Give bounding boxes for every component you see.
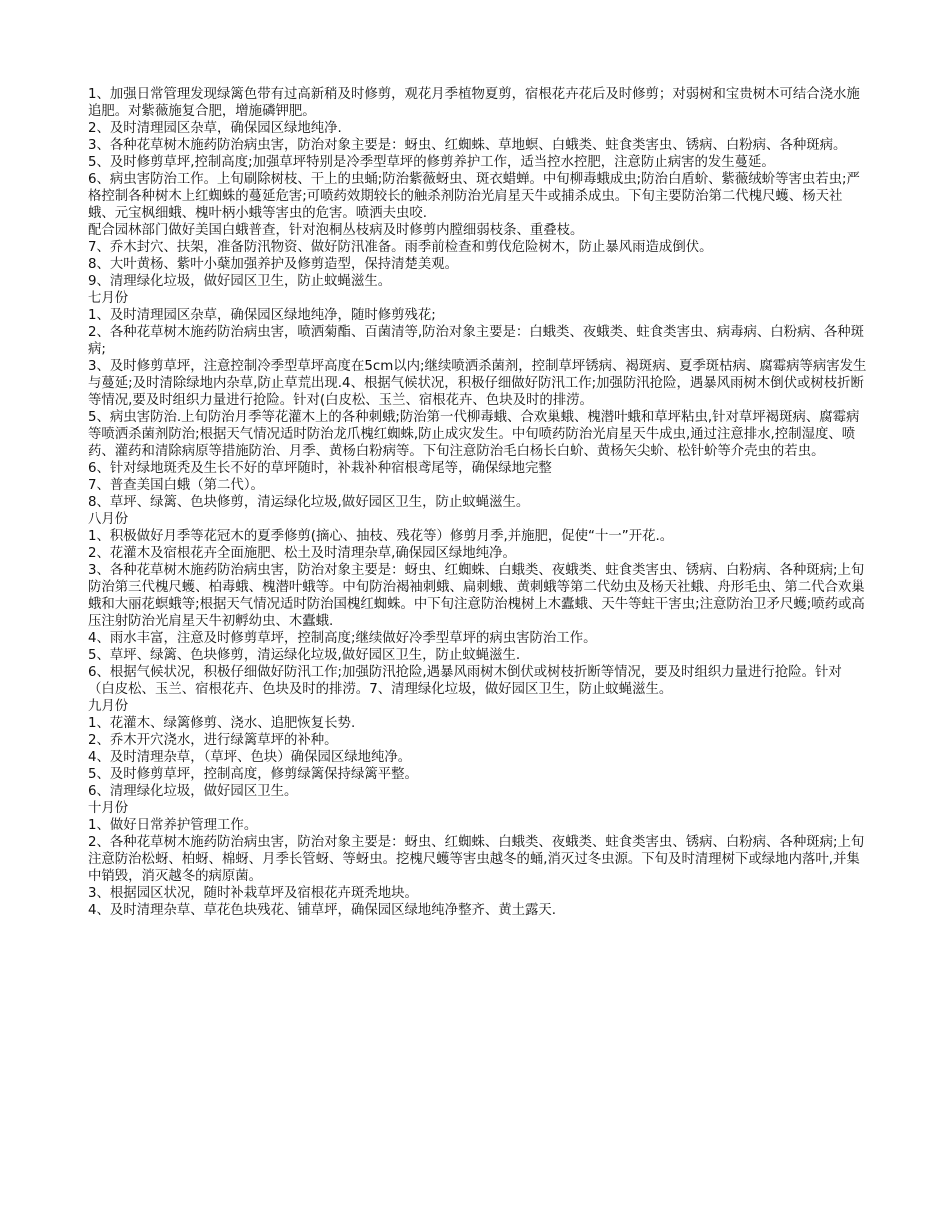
paragraph: 6、根据气候状况，积极仔细做好防汛工作;加强防汛抢险,遇暴风雨树木倒伏或树枝折断等情况，要及时组织力量进行抢险。针对（白皮松、玉兰、宿根花卉、色块及时的排涝。7、清理绿化垃圾，做好园区卫生，防止蚊蝇滋生。 <box>88 665 842 697</box>
paragraph: 5、及时修剪草坪,控制高度;加强草坪特别是冷季型草坪的修剪养护工作，适当控水控肥，注意防止病害的发生蔓延。 <box>88 155 775 170</box>
paragraph: 5、及时修剪草坪，控制高度，修剪绿篱保持绿篱平整。 <box>88 767 418 782</box>
paragraph: 1、做好日常养护管理工作。 <box>88 818 258 833</box>
paragraph: 6、清理绿化垃圾，做好园区卫生。 <box>88 784 298 799</box>
document-body <box>88 86 868 919</box>
paragraph: 5、病虫害防治.上旬防治月季等花灌木上的各种刺蛾;防治第一代柳毒蛾、合欢巢蛾、槐潜叶蛾和草坪粘虫,针对草坪褐斑病、腐霉病等喷洒杀菌剂防治;根据天气情况适时防治龙爪槐红蜘蛛,防止成灾发生。中旬喷药防治光肩星天牛成虫,通过注意排水,控制湿度、喷药、灌药和清除病原等措施防治、月季、黄杨白粉病等。下旬注意防治毛白杨长白蚧、黄杨矢尖蚧、松针蚧等介壳虫的若虫。 <box>88 410 860 459</box>
paragraph: 2、乔木开穴浇水，进行绿篱草坪的补种。 <box>88 733 338 748</box>
section-heading-august: 八月份 <box>88 512 129 527</box>
paragraph: 1、及时清理园区杂草，确保园区绿地纯净，随时修剪残花; <box>88 308 436 323</box>
paragraph: 2、花灌木及宿根花卉全面施肥、松土及时清理杂草,确保园区绿地纯净。 <box>88 546 516 561</box>
paragraph: 8、草坪、绿篱、色块修剪，清运绿化垃圾,做好园区卫生，防止蚊蝇滋生。 <box>88 495 530 510</box>
paragraph: 4、及时清理杂草，（草坪、色块）确保园区绿地纯净。 <box>88 750 412 765</box>
paragraph: 3、及时修剪草坪，注意控制冷季型草坪高度在5cm以内;继续喷洒杀菌剂，控制草坪锈病、褐斑病、夏季斑枯病、腐霉病等病害发生与蔓延;及时清除绿地内杂草,防止草荒出现.4、根据气候状况，积极仔细做好防汛工作;加强防汛抢险，遇暴风雨树木倒伏或树枝折断等情况,要及时组织力量进行抢险。针对(白皮松、玉兰、宿根花卉、色块及时的排涝。 <box>88 359 867 408</box>
section-heading-september: 九月份 <box>88 699 129 714</box>
paragraph: 1、加强日常管理发现绿篱色带有过高新稍及时修剪，观花月季植物夏剪，宿根花卉花后及时修剪；对弱树和宝贵树木可结合浇水施追肥。对紫薇施复合肥，增施磷钾肥。 <box>88 87 860 119</box>
paragraph: 3、各种花草树木施药防治病虫害，防治对象主要是：蚜虫、红蜘蛛、白蛾类、夜蛾类、蛀食类害虫、锈病、白粉病、各种斑病;上旬防治第三代槐尺蠖、柏毒蛾、槐潜叶蛾等。中旬防治褐袖刺蛾、扁刺蛾、黄刺蛾等第二代幼虫及杨天社蛾、舟形毛虫、第二代合欢巢蛾和大丽花螟蛾等;根据天气情况适时防治国槐红蜘蛛。中下旬注意防治槐树上木蠹蛾、天牛等蛀干害虫;注意防治卫矛尺蠖;喷药或高压注射防治光肩星天牛初孵幼虫、木蠹蛾. <box>88 563 865 629</box>
paragraph: 配合园林部门做好美国白蛾普查，针对泡桐丛枝病及时修剪内膛细弱枝条、重叠枝。 <box>88 223 584 238</box>
paragraph: 7、乔木封穴、扶架，准备防汛物资、做好防汛准备。雨季前检查和剪伐危险树木，防止暴风雨造成倒伏。 <box>88 240 713 255</box>
section-heading-july: 七月份 <box>88 291 129 306</box>
paragraph: 3、各种花草树木施药防治病虫害，防治对象主要是：蚜虫、红蜘蛛、草地螟、白蛾类、蛀食类害虫、锈病、白粉病、各种斑病。 <box>88 138 847 153</box>
paragraph: 9、清理绿化垃圾，做好园区卫生，防止蚊蝇滋生。 <box>88 274 392 289</box>
paragraph: 1、积极做好月季等花冠木的夏季修剪(摘心、抽枝、残花等）修剪月季,并施肥，促使“十一”开花.。 <box>88 529 674 544</box>
paragraph: 8、大叶黄杨、紫叶小蘖加强养护及修剪造型，保持清楚美观。 <box>88 257 459 272</box>
paragraph: 2、各种花草树木施药防治病虫害，防治对象主要是：蚜虫、红蜘蛛、白蛾类、夜蛾类、蛀食类害虫、锈病、白粉病、各种斑病;上旬注意防治松蚜、柏蚜、棉蚜、月季长管蚜、等蚜虫。挖槐尺蠖等害虫越冬的蛹,消灭过冬虫源。下旬及时清理树下或绿地内落叶,并集中销毁，消灭越冬的病原菌。 <box>88 835 865 884</box>
paragraph: 4、及时清理杂草、草花色块残花、铺草坪，确保园区绿地纯净整齐、黄土露天. <box>88 903 557 918</box>
paragraph: 2、各种花草树木施药防治病虫害，喷洒菊酯、百菌清等,防治对象主要是：白蛾类、夜蛾类、蛀食类害虫、病毒病、白粉病、各种斑病; <box>88 325 865 357</box>
paragraph: 5、草坪、绿篱、色块修剪，清运绿化垃圾,做好园区卫生，防止蚊蝇滋生. <box>88 648 521 663</box>
paragraph: 6、针对绿地斑秃及生长不好的草坪随时，补栽补种宿根鸢尾等，确保绿地完整 <box>88 461 552 476</box>
paragraph: 7、普查美国白蛾（第二代）。 <box>88 478 264 493</box>
section-heading-october: 十月份 <box>88 801 129 816</box>
paragraph: 1、花灌木、绿篱修剪、浇水、追肥恢复长势. <box>88 716 356 731</box>
paragraph: 2、及时清理园区杂草，确保园区绿地纯净. <box>88 121 342 136</box>
paragraph: 3、根据园区状况，随时补栽草坪及宿根花卉斑秃地块。 <box>88 886 418 901</box>
paragraph: 4、雨水丰富，注意及时修剪草坪，控制高度;继续做好冷季型草坪的病虫害防治工作。 <box>88 631 597 646</box>
paragraph: 6、病虫害防治工作。上旬刷除树枝、干上的虫蛹;防治紫薇蚜虫、斑衣蜡蝉。中旬柳毒蛾成虫;防治白盾蚧、紫薇绒蚧等害虫若虫;严格控制各种树木上红蜘蛛的蔓延危害;可喷药效期较长的触杀剂防治光肩星天牛或捕杀成虫。下旬主要防治第二代槐尺蠖、杨天社蛾、元宝枫细蛾、槐叶柄小蛾等害虫的危害。喷洒夫虫咬. <box>88 172 860 221</box>
